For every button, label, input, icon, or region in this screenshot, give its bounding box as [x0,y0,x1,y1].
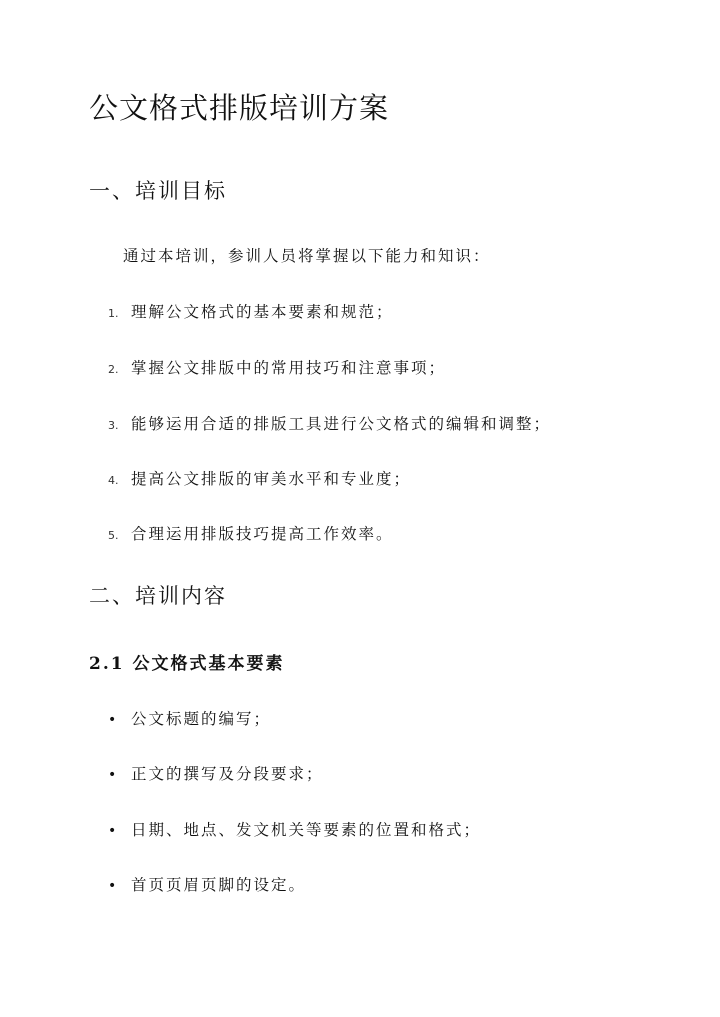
section-heading-objectives: 一、培训目标 [89,179,227,203]
list-number: 4. [108,474,119,487]
bullet-icon: • [108,767,117,783]
list-item [108,412,551,434]
list-number: 2. [108,363,119,376]
list-item-text: 理解公文格式的基本要素和规范； [131,303,394,321]
list-item-text: 能够运用合适的排版工具进行公文格式的编辑和调整； [131,415,552,433]
bullet-icon: • [108,878,117,894]
list-item-text: 合理运用排版技巧提高工作效率。 [131,525,394,543]
list-item [108,356,446,378]
list-item [108,762,324,784]
list-item [108,467,411,489]
list-item [108,300,394,322]
bullet-icon: • [108,712,117,728]
list-item-text: 首页页眉页脚的设定。 [131,876,307,894]
list-item-text: 提高公文排版的审美水平和专业度； [131,470,412,488]
list-number: 1. [108,307,119,320]
list-item-text: 公文标题的编写； [131,710,272,728]
objectives-intro: 通过本培训，参训人员将掌握以下能力和知识： [123,247,491,265]
list-number: 3. [108,419,119,432]
list-item-text: 日期、地点、发文机关等要素的位置和格式； [131,821,482,839]
list-item [108,522,394,544]
list-item [108,873,306,895]
section-heading-content: 二、培训内容 [89,584,227,608]
list-number: 5. [108,529,119,542]
bullet-icon: • [108,823,117,839]
subsection-heading: 2.1 公文格式基本要素 [89,654,285,674]
list-item [108,818,481,840]
list-item [108,707,271,729]
document-title: 公文格式排版培训方案 [89,91,390,125]
list-item-text: 正文的撰写及分段要求； [131,765,324,783]
list-item-text: 掌握公文排版中的常用技巧和注意事项； [131,359,447,377]
